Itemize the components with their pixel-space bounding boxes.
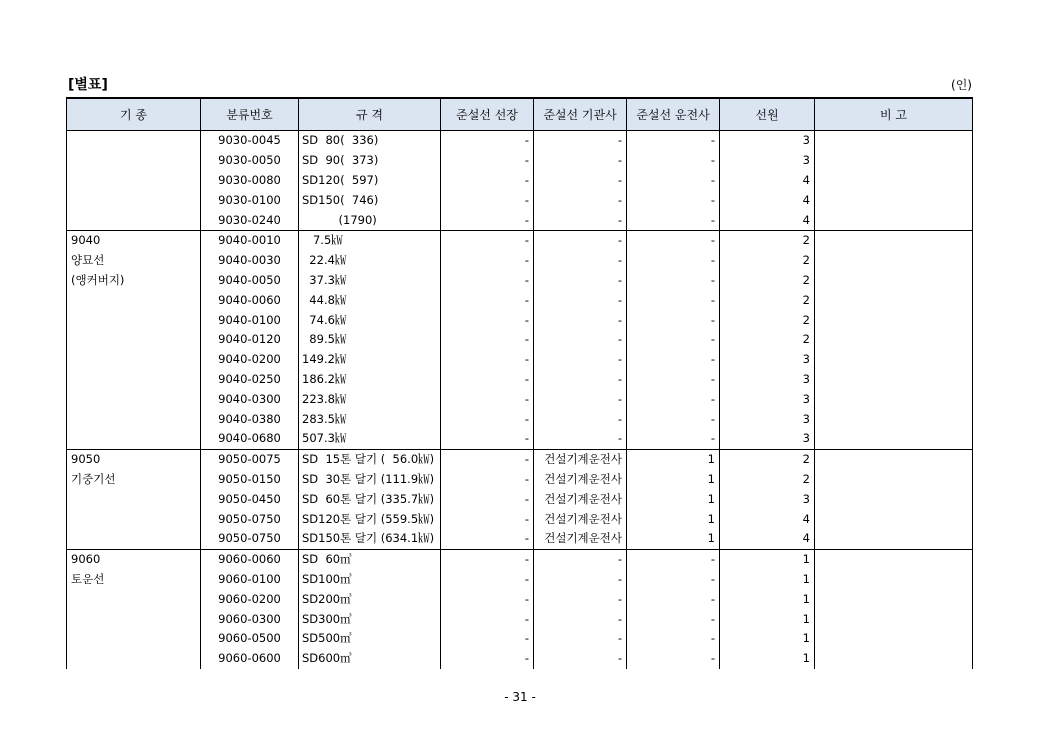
row-machine-type: 토운선 bbox=[67, 570, 201, 590]
row-machine-type bbox=[67, 190, 201, 210]
row-engineer: 건설기계운전사 bbox=[534, 470, 627, 490]
row-operator: - bbox=[627, 429, 720, 449]
row-operator: 1 bbox=[627, 509, 720, 529]
table-row bbox=[67, 489, 973, 509]
row-engineer: - bbox=[534, 609, 627, 629]
row-class-number: 9040-0120 bbox=[201, 330, 299, 350]
header-note: 비 고 bbox=[815, 98, 973, 131]
row-spec: SD120( 597) bbox=[299, 171, 441, 191]
row-note bbox=[815, 230, 973, 250]
row-engineer: 건설기계운전사 bbox=[534, 529, 627, 549]
row-crew: 2 bbox=[720, 230, 815, 250]
row-captain: - bbox=[441, 489, 534, 509]
row-captain: - bbox=[441, 470, 534, 490]
row-operator: 1 bbox=[627, 489, 720, 509]
row-crew: 3 bbox=[720, 489, 815, 509]
row-engineer: - bbox=[534, 271, 627, 291]
header-machine-type: 기 종 bbox=[67, 98, 201, 131]
row-crew: 3 bbox=[720, 409, 815, 429]
row-note bbox=[815, 190, 973, 210]
row-captain: - bbox=[441, 609, 534, 629]
row-captain: - bbox=[441, 350, 534, 370]
row-note bbox=[815, 409, 973, 429]
row-captain: - bbox=[441, 389, 534, 409]
row-note bbox=[815, 429, 973, 449]
row-crew: 2 bbox=[720, 310, 815, 330]
row-operator: - bbox=[627, 251, 720, 271]
row-spec: SD500㎥ bbox=[299, 629, 441, 649]
row-spec: 507.3㎾ bbox=[299, 429, 441, 449]
table-row bbox=[67, 589, 973, 609]
row-spec: 89.5㎾ bbox=[299, 330, 441, 350]
row-captain: - bbox=[441, 589, 534, 609]
row-class-number: 9060-0060 bbox=[201, 549, 299, 569]
row-operator: - bbox=[627, 609, 720, 629]
row-crew: 2 bbox=[720, 449, 815, 469]
row-operator: - bbox=[627, 271, 720, 291]
row-spec: 223.8㎾ bbox=[299, 389, 441, 409]
row-machine-type: (앵커버지) bbox=[67, 271, 201, 291]
row-operator: 1 bbox=[627, 529, 720, 549]
row-note bbox=[815, 370, 973, 390]
table-row bbox=[67, 649, 973, 669]
row-class-number: 9040-0050 bbox=[201, 271, 299, 291]
row-machine-type bbox=[67, 389, 201, 409]
row-spec: 283.5㎾ bbox=[299, 409, 441, 429]
row-spec: SD 90( 373) bbox=[299, 151, 441, 171]
row-operator: - bbox=[627, 370, 720, 390]
row-class-number: 9040-0010 bbox=[201, 230, 299, 250]
row-engineer: - bbox=[534, 330, 627, 350]
row-class-number: 9040-0250 bbox=[201, 370, 299, 390]
row-note bbox=[815, 509, 973, 529]
row-engineer: - bbox=[534, 629, 627, 649]
row-crew: 2 bbox=[720, 271, 815, 291]
row-operator: - bbox=[627, 629, 720, 649]
row-spec: 22.4㎾ bbox=[299, 251, 441, 271]
table-row bbox=[67, 131, 973, 151]
row-note bbox=[815, 649, 973, 669]
table-row bbox=[67, 290, 973, 310]
row-engineer: 건설기계운전사 bbox=[534, 449, 627, 469]
row-captain: - bbox=[441, 529, 534, 549]
row-operator: 1 bbox=[627, 449, 720, 469]
row-note bbox=[815, 470, 973, 490]
row-machine-type: 9050 bbox=[67, 449, 201, 469]
row-spec: SD 15톤 달기 ( 56.0㎾) bbox=[299, 449, 441, 469]
row-machine-type bbox=[67, 330, 201, 350]
row-crew: 4 bbox=[720, 190, 815, 210]
table-row bbox=[67, 449, 973, 469]
header-class-number: 분류번호 bbox=[201, 98, 299, 131]
row-note bbox=[815, 609, 973, 629]
row-spec: SD150( 746) bbox=[299, 190, 441, 210]
row-spec: SD200㎥ bbox=[299, 589, 441, 609]
row-operator: - bbox=[627, 190, 720, 210]
row-engineer: - bbox=[534, 370, 627, 390]
row-spec: SD600㎥ bbox=[299, 649, 441, 669]
row-note bbox=[815, 251, 973, 271]
row-captain: - bbox=[441, 570, 534, 590]
row-operator: - bbox=[627, 330, 720, 350]
row-spec: SD 60㎥ bbox=[299, 549, 441, 569]
row-captain: - bbox=[441, 449, 534, 469]
row-crew: 4 bbox=[720, 210, 815, 230]
row-captain: - bbox=[441, 549, 534, 569]
row-machine-type bbox=[67, 629, 201, 649]
row-machine-type bbox=[67, 310, 201, 330]
row-captain: - bbox=[441, 131, 534, 151]
row-machine-type bbox=[67, 509, 201, 529]
row-class-number: 9050-0750 bbox=[201, 529, 299, 549]
row-engineer: - bbox=[534, 589, 627, 609]
header-engineer: 준설선 기관사 bbox=[534, 98, 627, 131]
table-row bbox=[67, 370, 973, 390]
row-machine-type bbox=[67, 529, 201, 549]
row-class-number: 9030-0045 bbox=[201, 131, 299, 151]
row-crew: 3 bbox=[720, 389, 815, 409]
row-engineer: 건설기계운전사 bbox=[534, 489, 627, 509]
row-captain: - bbox=[441, 509, 534, 529]
table-row bbox=[67, 310, 973, 330]
row-machine-type: 양묘선 bbox=[67, 251, 201, 271]
row-engineer: - bbox=[534, 409, 627, 429]
row-class-number: 9030-0080 bbox=[201, 171, 299, 191]
row-engineer: - bbox=[534, 549, 627, 569]
row-operator: - bbox=[627, 290, 720, 310]
row-class-number: 9030-0050 bbox=[201, 151, 299, 171]
row-class-number: 9060-0100 bbox=[201, 570, 299, 590]
row-note bbox=[815, 290, 973, 310]
row-engineer: - bbox=[534, 290, 627, 310]
row-class-number: 9030-0240 bbox=[201, 210, 299, 230]
row-note bbox=[815, 151, 973, 171]
row-class-number: 9050-0450 bbox=[201, 489, 299, 509]
row-machine-type: 기중기선 bbox=[67, 470, 201, 490]
row-operator: - bbox=[627, 131, 720, 151]
row-engineer: - bbox=[534, 649, 627, 669]
row-note bbox=[815, 131, 973, 151]
table-row bbox=[67, 350, 973, 370]
row-captain: - bbox=[441, 290, 534, 310]
row-captain: - bbox=[441, 151, 534, 171]
row-captain: - bbox=[441, 190, 534, 210]
row-spec: SD120톤 달기 (559.5㎾) bbox=[299, 509, 441, 529]
row-class-number: 9060-0200 bbox=[201, 589, 299, 609]
row-captain: - bbox=[441, 330, 534, 350]
row-captain: - bbox=[441, 230, 534, 250]
row-crew: 3 bbox=[720, 429, 815, 449]
table-row bbox=[67, 509, 973, 529]
row-note bbox=[815, 629, 973, 649]
table-row bbox=[67, 470, 973, 490]
table-row bbox=[67, 171, 973, 191]
header-spec: 규 격 bbox=[299, 98, 441, 131]
table-row bbox=[67, 570, 973, 590]
row-crew: 1 bbox=[720, 570, 815, 590]
row-machine-type bbox=[67, 171, 201, 191]
row-operator: 1 bbox=[627, 470, 720, 490]
row-captain: - bbox=[441, 649, 534, 669]
row-captain: - bbox=[441, 251, 534, 271]
row-captain: - bbox=[441, 171, 534, 191]
header-captain: 준설선 선장 bbox=[441, 98, 534, 131]
table-row bbox=[67, 210, 973, 230]
row-crew: 4 bbox=[720, 529, 815, 549]
row-engineer: - bbox=[534, 251, 627, 271]
row-crew: 2 bbox=[720, 330, 815, 350]
row-operator: - bbox=[627, 350, 720, 370]
table-row bbox=[67, 549, 973, 569]
row-machine-type bbox=[67, 409, 201, 429]
row-class-number: 9040-0680 bbox=[201, 429, 299, 449]
row-class-number: 9050-0150 bbox=[201, 470, 299, 490]
row-engineer: - bbox=[534, 190, 627, 210]
row-operator: - bbox=[627, 409, 720, 429]
row-machine-type bbox=[67, 489, 201, 509]
row-engineer: - bbox=[534, 151, 627, 171]
row-crew: 2 bbox=[720, 251, 815, 271]
row-operator: - bbox=[627, 151, 720, 171]
row-class-number: 9040-0200 bbox=[201, 350, 299, 370]
row-note bbox=[815, 389, 973, 409]
row-class-number: 9050-0750 bbox=[201, 509, 299, 529]
row-note bbox=[815, 271, 973, 291]
header-row bbox=[67, 98, 973, 131]
table-row bbox=[67, 271, 973, 291]
row-spec: 149.2㎾ bbox=[299, 350, 441, 370]
table-row bbox=[67, 151, 973, 171]
row-note bbox=[815, 589, 973, 609]
row-spec: 37.3㎾ bbox=[299, 271, 441, 291]
row-class-number: 9050-0075 bbox=[201, 449, 299, 469]
row-operator: - bbox=[627, 570, 720, 590]
title-bar bbox=[68, 74, 972, 96]
row-class-number: 9030-0100 bbox=[201, 190, 299, 210]
crew-table bbox=[66, 97, 973, 669]
row-class-number: 9040-0100 bbox=[201, 310, 299, 330]
row-operator: - bbox=[627, 210, 720, 230]
row-note bbox=[815, 529, 973, 549]
row-crew: 3 bbox=[720, 131, 815, 151]
row-crew: 2 bbox=[720, 290, 815, 310]
row-operator: - bbox=[627, 649, 720, 669]
table-row bbox=[67, 230, 973, 250]
row-operator: - bbox=[627, 171, 720, 191]
row-machine-type bbox=[67, 429, 201, 449]
row-machine-type bbox=[67, 290, 201, 310]
row-engineer: - bbox=[534, 230, 627, 250]
row-spec: SD 60톤 달기 (335.7㎾) bbox=[299, 489, 441, 509]
row-operator: - bbox=[627, 589, 720, 609]
row-spec: SD 30톤 달기 (111.9㎾) bbox=[299, 470, 441, 490]
row-crew: 3 bbox=[720, 350, 815, 370]
row-engineer: - bbox=[534, 310, 627, 330]
table-row bbox=[67, 330, 973, 350]
row-crew: 2 bbox=[720, 470, 815, 490]
row-spec: 186.2㎾ bbox=[299, 370, 441, 390]
row-class-number: 9040-0060 bbox=[201, 290, 299, 310]
row-note bbox=[815, 330, 973, 350]
table-row bbox=[67, 529, 973, 549]
row-crew: 4 bbox=[720, 171, 815, 191]
row-machine-type: 9040 bbox=[67, 230, 201, 250]
row-operator: - bbox=[627, 389, 720, 409]
row-machine-type bbox=[67, 589, 201, 609]
row-spec: SD300㎥ bbox=[299, 609, 441, 629]
row-class-number: 9040-0380 bbox=[201, 409, 299, 429]
row-note bbox=[815, 310, 973, 330]
row-machine-type bbox=[67, 370, 201, 390]
row-engineer: - bbox=[534, 429, 627, 449]
row-spec: 74.6㎾ bbox=[299, 310, 441, 330]
row-note bbox=[815, 570, 973, 590]
row-crew: 1 bbox=[720, 609, 815, 629]
row-operator: - bbox=[627, 310, 720, 330]
row-crew: 1 bbox=[720, 589, 815, 609]
row-class-number: 9040-0300 bbox=[201, 389, 299, 409]
header-operator: 준설선 운전사 bbox=[627, 98, 720, 131]
row-captain: - bbox=[441, 429, 534, 449]
row-crew: 4 bbox=[720, 509, 815, 529]
table-row bbox=[67, 609, 973, 629]
row-captain: - bbox=[441, 370, 534, 390]
table-row bbox=[67, 429, 973, 449]
row-class-number: 9060-0500 bbox=[201, 629, 299, 649]
row-engineer: - bbox=[534, 570, 627, 590]
row-machine-type bbox=[67, 649, 201, 669]
row-engineer: 건설기계운전사 bbox=[534, 509, 627, 529]
row-spec: 44.8㎾ bbox=[299, 290, 441, 310]
row-class-number: 9060-0300 bbox=[201, 609, 299, 629]
row-engineer: - bbox=[534, 389, 627, 409]
table-row bbox=[67, 409, 973, 429]
row-note bbox=[815, 171, 973, 191]
row-captain: - bbox=[441, 271, 534, 291]
row-spec: 7.5㎾ bbox=[299, 230, 441, 250]
row-machine-type bbox=[67, 151, 201, 171]
row-class-number: 9040-0030 bbox=[201, 251, 299, 271]
row-spec: (1790) bbox=[299, 210, 441, 230]
row-spec: SD150톤 달기 (634.1㎾) bbox=[299, 529, 441, 549]
row-machine-type bbox=[67, 350, 201, 370]
row-machine-type: 9060 bbox=[67, 549, 201, 569]
row-operator: - bbox=[627, 230, 720, 250]
row-engineer: - bbox=[534, 350, 627, 370]
header-crew: 선원 bbox=[720, 98, 815, 131]
row-captain: - bbox=[441, 409, 534, 429]
row-crew: 3 bbox=[720, 151, 815, 171]
row-captain: - bbox=[441, 210, 534, 230]
table-row bbox=[67, 190, 973, 210]
page-title: [별표] bbox=[68, 77, 108, 93]
row-engineer: - bbox=[534, 131, 627, 151]
row-crew: 3 bbox=[720, 370, 815, 390]
row-machine-type bbox=[67, 210, 201, 230]
row-note bbox=[815, 449, 973, 469]
row-note bbox=[815, 549, 973, 569]
page-number: - 31 - bbox=[504, 690, 536, 704]
row-operator: - bbox=[627, 549, 720, 569]
row-machine-type bbox=[67, 131, 201, 151]
table-row bbox=[67, 251, 973, 271]
row-engineer: - bbox=[534, 171, 627, 191]
row-captain: - bbox=[441, 310, 534, 330]
row-note bbox=[815, 350, 973, 370]
row-spec: SD 80( 336) bbox=[299, 131, 441, 151]
row-spec: SD100㎥ bbox=[299, 570, 441, 590]
row-crew: 1 bbox=[720, 549, 815, 569]
row-crew: 1 bbox=[720, 649, 815, 669]
row-note bbox=[815, 489, 973, 509]
table-body bbox=[67, 131, 973, 669]
row-note bbox=[815, 210, 973, 230]
row-machine-type bbox=[67, 609, 201, 629]
row-engineer: - bbox=[534, 210, 627, 230]
table-row bbox=[67, 629, 973, 649]
row-class-number: 9060-0600 bbox=[201, 649, 299, 669]
row-crew: 1 bbox=[720, 629, 815, 649]
unit-label: (인) bbox=[951, 78, 972, 92]
row-captain: - bbox=[441, 629, 534, 649]
table-row bbox=[67, 389, 973, 409]
